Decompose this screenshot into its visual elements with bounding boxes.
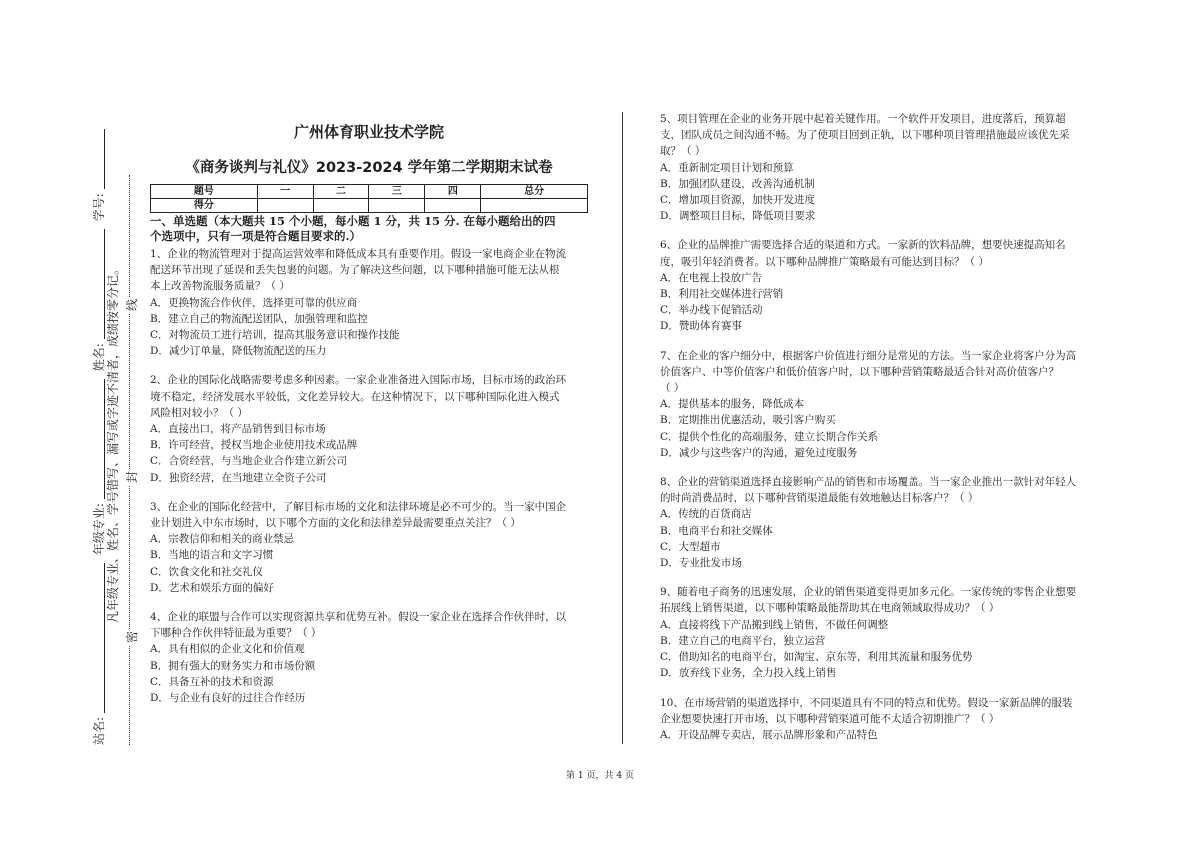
answer-option: B．电商平台和社交媒体 xyxy=(660,524,773,537)
score-cell: 一 xyxy=(257,185,313,199)
answer-option: A．传统的百货商店 xyxy=(660,508,752,521)
answer-option: D．放弃线下业务，全力投入线上销售 xyxy=(660,667,837,680)
question-text-line: 企业想要快速打开市场，以下哪种营销渠道可能不太适合初期推广？（ ） xyxy=(660,712,1000,725)
answer-option: A．重新制定项目计划和预算 xyxy=(660,161,794,174)
answer-option: B．许可经营，授权当地企业使用技术或品牌 xyxy=(150,439,358,452)
column-divider xyxy=(622,112,623,744)
answer-option: A．具有相似的企业文化和价值观 xyxy=(150,643,305,656)
question-text-line: 3、在企业的国际化经营中，了解目标市场的文化和法律环境是必不可少的。当一家中国企 xyxy=(150,500,567,513)
question-text-line: 支，团队成员之间沟通不畅。为了使项目回到正轨，以下哪种项目管理措施最应该优先采 xyxy=(660,129,1070,142)
answer-option: C．举办线下促销活动 xyxy=(660,304,763,317)
left-question-list xyxy=(150,246,588,706)
answer-option: A．更换物流合作伙伴，选择更可靠的供应商 xyxy=(150,296,358,309)
question-block xyxy=(660,237,1086,334)
answer-option: D．减少订单量，降低物流配送的压力 xyxy=(150,345,327,358)
page-footer: 第 1 页，共 4 页 xyxy=(566,771,634,781)
question-text-line: 9、随着电子商务的迅速发展，企业的销售渠道变得更加多元化。一家传统的零售企业想要 xyxy=(660,586,1077,599)
score-cell: 得分 xyxy=(151,199,258,213)
answer-option: B．建立自己的电商平台，独立运营 xyxy=(660,634,826,647)
question-text-line: 10、在市场营销的渠道选择中，不同渠道具有不同的特点和优势。假设一家新品牌的服装 xyxy=(660,696,1073,709)
question-text-line: 2、企业的国际化战略需要考虑多种因素。一家企业准备进入国际市场，目标市场的政治环 xyxy=(150,374,567,387)
binding-notice: 凡年级专业、姓名、学号错写、漏写或字迹不清者，成绩按零分记。 xyxy=(106,262,120,623)
answer-option: B．建立自己的物流配送团队，加强管理和监控 xyxy=(150,312,368,325)
answer-option: B．利用社交媒体进行营销 xyxy=(660,288,784,301)
answer-option: A．在电视上投放广告 xyxy=(660,271,763,284)
answer-option: B．定期推出优惠活动，吸引客户购买 xyxy=(660,414,836,427)
question-block xyxy=(150,372,588,485)
score-table-header-row xyxy=(151,185,588,199)
answer-option: B．当地的语言和文字习惯 xyxy=(150,549,274,562)
seal-dotted-line xyxy=(129,175,130,745)
question-text-line: 业计划进入中东市场时，以下哪个方面的文化和法律差异最需要重点关注？（ ） xyxy=(150,517,521,530)
question-text-line: 取？（ ） xyxy=(660,145,706,158)
question-text-line: 风险相对较小？（ ） xyxy=(150,406,248,419)
school-name: 广州体育职业技术学院 xyxy=(293,123,444,141)
score-cell: 总分 xyxy=(481,185,588,199)
field-major: 年级专业: xyxy=(90,375,107,555)
field-name: 姓名: xyxy=(90,225,107,371)
question-block xyxy=(150,246,588,359)
question-text-line: 度，吸引年轻消费者。以下哪种品牌推广策略最有可能达到目标？（ ） xyxy=(660,255,989,268)
score-cell: 二 xyxy=(313,185,369,199)
answer-option: A．直接将线下产品搬到线上销售，不做任何调整 xyxy=(660,618,889,631)
answer-option: D．调整项目目标，降低项目要求 xyxy=(660,210,816,223)
question-text-line: （ ） xyxy=(660,382,685,395)
answer-option: D．艺术和娱乐方面的偏好 xyxy=(150,581,274,594)
answer-option: B．加强团队建设，改善沟通机制 xyxy=(660,177,815,190)
question-text-line: 1、企业的物流管理对于提高运营效率和降低成本具有重要作用。假设一家电商企业在物流 xyxy=(150,248,567,260)
mark-mi: 密 xyxy=(125,630,139,643)
section-heading xyxy=(150,214,588,244)
answer-option: D．独资经营，在当地建立全资子公司 xyxy=(150,471,327,484)
question-text-line: 境不稳定，经济发展水平较低，文化差异较大。在这种情况下，以下哪种国际化进入模式 xyxy=(150,390,560,403)
score-input-cell[interactable] xyxy=(257,199,313,213)
question-text-line: 6、企业的品牌推广需要选择合适的渠道和方式。一家新的饮料品牌，想要快速提高知名 xyxy=(660,239,1066,252)
question-text-line: 5、项目管理在企业的业务开展中起着关键作用。一个软件开发项目，进度落后，预算超 xyxy=(660,113,1066,125)
answer-option: D．专业批发市场 xyxy=(660,557,742,570)
answer-option: A．开设品牌专卖店，展示品牌形象和产品特色 xyxy=(660,728,878,741)
section-heading-line: 个选项中，只有一项是符合题目要求的.） xyxy=(150,229,362,243)
exam-title: 《商务谈判与礼仪》2023-2024 学年第二学期期末试卷 xyxy=(185,160,553,176)
mark-feng: 封 xyxy=(125,470,139,483)
score-cell: 四 xyxy=(425,185,481,199)
answer-option: C．对物流员工进行培训，提高其服务意识和操作技能 xyxy=(150,329,400,342)
answer-option: C．饮食文化和社交礼仪 xyxy=(150,565,264,578)
answer-option: A．直接出口，将产品销售到目标市场 xyxy=(150,423,326,436)
score-input-cell[interactable] xyxy=(313,199,369,213)
score-cell: 题号 xyxy=(151,185,258,199)
mark-xian: 线 xyxy=(125,298,139,311)
score-table xyxy=(150,184,588,213)
score-input-cell[interactable] xyxy=(369,199,425,213)
field-station: 站名: xyxy=(90,559,107,745)
answer-option: D．与企业有良好的过往合作经历 xyxy=(150,692,306,705)
answer-option: D．减少与这些客户的沟通，避免过度服务 xyxy=(660,446,858,459)
question-block xyxy=(660,695,1086,744)
section-heading-line: 一、单选题（本大题共 15 个小题，每小题 1 分，共 15 分. 在每小题给出的四 xyxy=(150,214,556,228)
question-block xyxy=(150,499,588,596)
answer-option: C．大型超市 xyxy=(660,540,721,553)
answer-option: D．赞助体育赛事 xyxy=(660,320,742,333)
question-block xyxy=(660,111,1086,224)
question-text-line: 价值客户、中等价值客户和低价值客户时，以下哪种营销策略最适合针对高价值客户？ xyxy=(660,365,1059,378)
answer-option: A．提供基本的服务，降低成本 xyxy=(660,398,805,411)
right-question-list xyxy=(660,111,1086,743)
question-block xyxy=(660,348,1086,461)
question-text-line: 拓展线上销售渠道，以下哪种策略最能帮助其在电商领域取得成功？（ ） xyxy=(660,602,1000,615)
question-text-line: 的时尚消费品时，以下哪种营销渠道最能有效地触达目标客户？（ ） xyxy=(660,492,979,505)
answer-option: B．拥有强大的财务实力和市场份额 xyxy=(150,659,316,672)
question-text-line: 7、在企业的客户细分中，根据客户价值进行细分是常见的方法。当一家企业将客户分为高 xyxy=(660,349,1077,362)
question-block xyxy=(660,474,1086,571)
question-text-line: 8、企业的营销渠道选择直接影响产品的销售和市场覆盖。当一家企业推出一款针对年轻人 xyxy=(660,476,1077,489)
answer-option: C．增加项目资源，加快开发进度 xyxy=(660,194,816,207)
field-id: 学号: xyxy=(90,125,107,221)
question-block xyxy=(150,609,588,706)
score-input-cell[interactable] xyxy=(481,199,588,213)
score-cell: 三 xyxy=(369,185,425,199)
right-column xyxy=(660,111,1086,756)
answer-option: C．提供个性化的高端服务，建立长期合作关系 xyxy=(660,430,879,443)
question-text-line: 4、企业的联盟与合作可以实现资源共享和优势互补。假设一家企业在选择合作伙伴时，以 xyxy=(150,611,567,624)
answer-option: C．合资经营，与当地企业合作建立新公司 xyxy=(150,455,348,468)
answer-option: A．宗教信仰和相关的商业禁忌 xyxy=(150,533,295,546)
score-table-score-row xyxy=(151,199,588,213)
binding-strip xyxy=(70,135,140,745)
question-text-line: 配送环节出现了延误和丢失包裹的问题。为了解决这些问题，以下哪种措施可能无法从根 xyxy=(150,264,560,277)
question-block xyxy=(660,584,1086,681)
score-input-cell[interactable] xyxy=(425,199,481,213)
question-text-line: 下哪种合作伙伴特征最为重要？（ ） xyxy=(150,627,322,640)
left-column xyxy=(150,122,588,719)
answer-option: C．借助知名的电商平台，如淘宝、京东等，利用其流量和服务优势 xyxy=(660,651,973,664)
answer-option: C．具备互补的技术和资源 xyxy=(150,675,274,688)
question-text-line: 本上改善物流服务质量？（ ） xyxy=(150,280,290,293)
